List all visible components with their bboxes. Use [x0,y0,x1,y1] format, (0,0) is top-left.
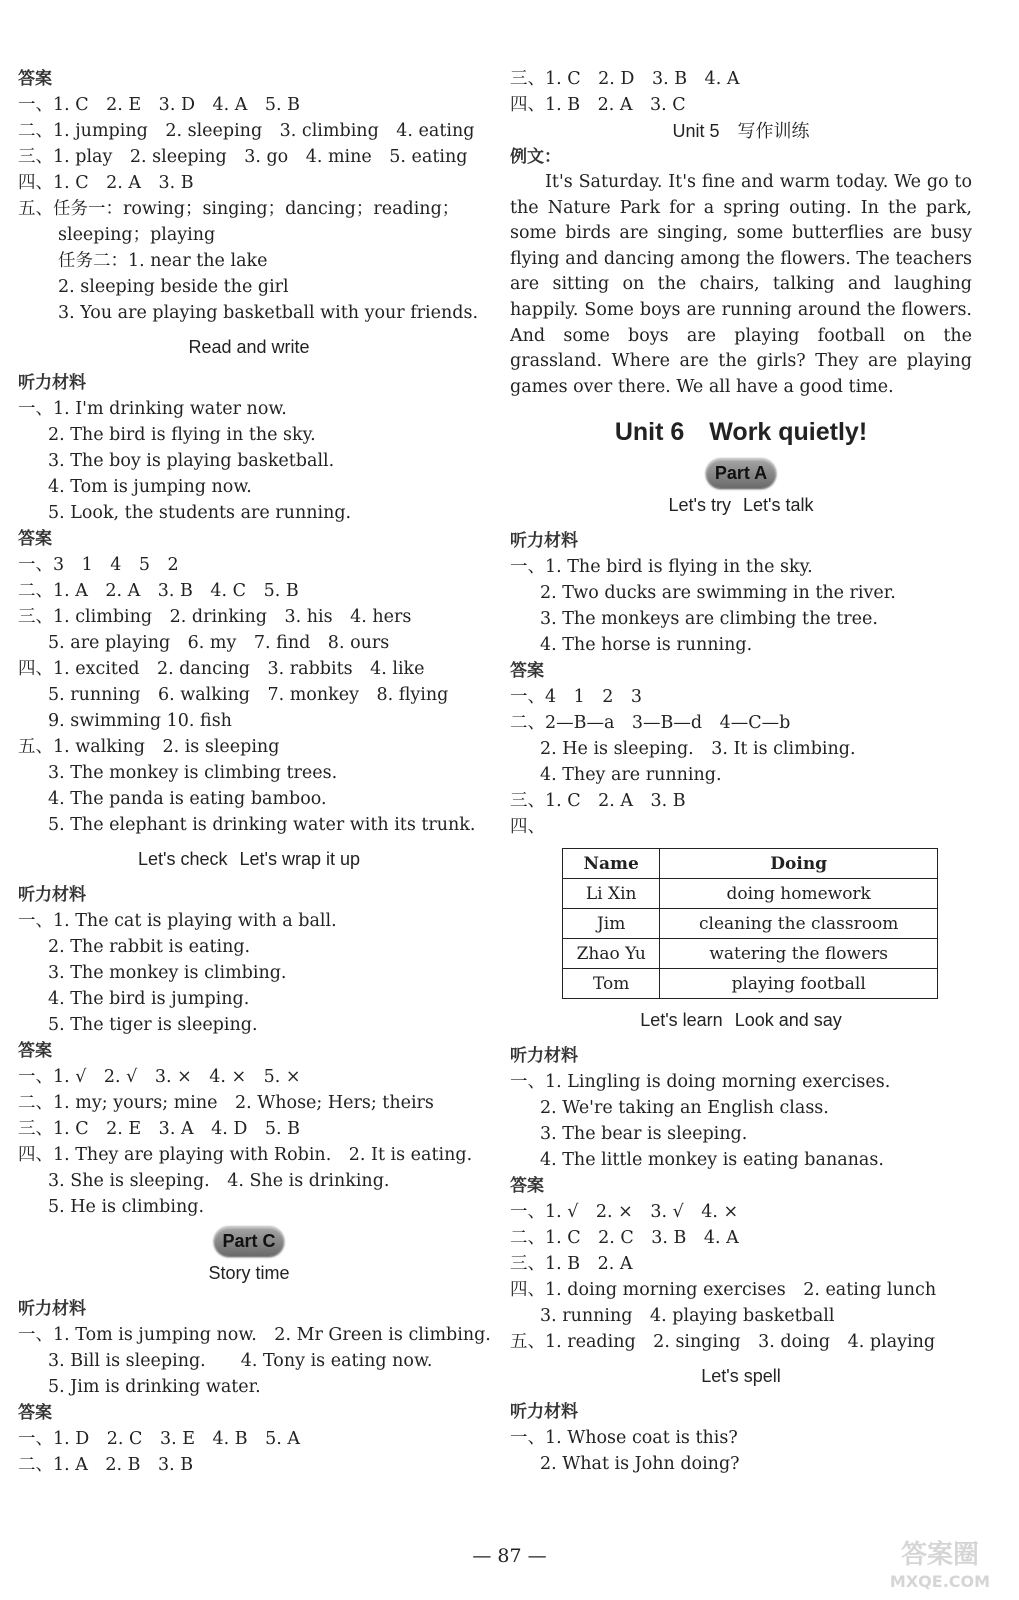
part-a-badge: Part A [706,458,776,488]
answer-line: 一、4 1 2 3 [510,687,643,708]
section-heading [18,846,480,872]
answer-line: 三、1. play 2. sleeping 3. go 4. mine 5. eating [18,147,468,167]
activity-table [562,848,938,999]
listening-line: 一、1. The cat is playing with a ball. [18,911,337,931]
answer-line: 四、1. C 2. A 3. B [18,173,194,193]
table-cell: playing football [660,969,938,999]
heading-part: Let's talk [742,495,814,516]
example-essay: It's Saturday. It's fine and warm today. We go to the Nature Park for a spring outing. In the park, some birds are singing, some butterflies are busy flying and dancing among the flowers. The teachers are sitting on the chairs, talking and laughing happily. Some boys are running around the flowers. And some boys are playing football on the grassland. Where are the girls? They are playing games over there. We all have a good time. [510,172,972,397]
listening-line: 3. Bill is sleeping. 4. Tony is eating now. [48,1351,433,1371]
answer-line: 5. are playing 6. my 7. find 8. ours [48,633,390,653]
answer-line: 二、1. C 2. C 3. B 4. A [510,1228,739,1249]
listening-line: 2. The bird is flying in the sky. [48,425,316,445]
answer-line: 5. The elephant is drinking water with its trunk. [48,815,476,835]
answer-line: 三、1. B 2. A [510,1254,633,1275]
answer-line: 五、1. walking 2. is sleeping [18,737,280,757]
answer-line: 三、1. C 2. D 3. B 4. A [510,69,740,89]
table-row [563,879,938,909]
table-cell: doing homework [660,879,938,909]
listening-line: 4. The little monkey is eating bananas. [540,1150,884,1171]
section-label: 答案 [510,1176,544,1196]
section-heading [510,1007,972,1033]
listening-line: 一、1. Whose coat is this? [510,1428,738,1449]
answer-line: 四、1. excited 2. dancing 3. rabbits 4. like [18,659,425,679]
listening-line: 一、1. The bird is flying in the sky. [510,557,813,578]
listening-line: 2. We're taking an English class. [540,1098,829,1119]
answer-line: 3. She is sleeping. 4. She is drinking. [48,1171,390,1191]
listening-line: 4. Tom is jumping now. [48,477,252,497]
section-label: 答案 [18,529,52,548]
answer-line: 一、1. √ 2. × 3. √ 4. × [510,1202,739,1223]
table-row [563,909,938,939]
unit6-title: Unit 6 Work quietly! [614,418,868,447]
right-column [510,66,972,1477]
table-row [563,969,938,999]
answer-line: 一、1. √ 2. √ 3. × 4. × 5. × [18,1067,301,1087]
listening-line: 5. The tiger is sleeping. [48,1015,258,1035]
listening-line: 3. The monkey is climbing. [48,963,287,983]
listening-line: 4. The bird is jumping. [48,989,250,1009]
svg-text:答案圈: 答案圈 [900,1540,980,1570]
table-cell: Li Xin [563,879,660,909]
section-label: 听力材料 [18,1299,86,1318]
table-row [563,939,938,969]
heading-part: Let's wrap it up [239,849,360,869]
answer-line: 五、任务一：rowing；singing；dancing；reading； [18,199,460,219]
answer-line: 四、1. They are playing with Robin. 2. It is eating. [18,1145,473,1165]
answer-line: 3. You are playing basketball with your friends. [58,303,479,323]
table-header-row [563,849,938,879]
section-label: 听力材料 [18,373,86,392]
heading-part: Let's check [138,849,228,869]
listening-line: 5. Jim is drinking water. [48,1377,261,1397]
answer-line: 5. running 6. walking 7. monkey 8. flying [48,685,449,705]
answer-line: 四、1. B 2. A 3. C [510,95,686,115]
answer-line: 一、1. D 2. C 3. E 4. B 5. A [18,1429,300,1449]
answer-line: 2. sleeping beside the girl [58,277,289,297]
answer-line: 二、1. jumping 2. sleeping 3. climbing 4. eating [18,121,475,141]
listening-line: 2. Two ducks are swimming in the river. [540,583,896,604]
answer-line: 三、1. climbing 2. drinking 3. his 4. hers [18,607,412,627]
heading-part: Let's learn [640,1010,723,1031]
answer-line: 四、1. doing morning exercises 2. eating lunch [510,1280,937,1301]
svg-text:MXQE.COM: MXQE.COM [889,1572,991,1591]
answer-line: 四、 [510,817,545,838]
answer-line: 一、1. C 2. E 3. D 4. A 5. B [18,95,300,115]
section-label: 答案 [510,661,544,681]
section-heading: Read and write [188,337,310,357]
answer-line: 二、1. my; yours; mine 2. Whose; Hers; theirs [18,1093,434,1113]
answer-line: 二、2—B—a 3—B—d 4—C—b [510,713,791,734]
table-cell: Tom [563,969,660,999]
listening-line: 5. Look, the students are running. [48,503,352,523]
table-cell: Jim [563,909,660,939]
section-label: 听力材料 [510,1046,578,1066]
table-cell: Zhao Yu [563,939,660,969]
section-label: 听力材料 [510,1402,578,1422]
unit5-heading: Unit 5 写作训练 [672,121,810,141]
answer-line: 任务二：1. near the lake [58,251,268,271]
answer-line: 5. He is climbing. [48,1197,205,1217]
part-c-badge: Part C [214,1226,284,1256]
answer-line: 一、3 1 4 5 2 [18,555,179,575]
answer-line: sleeping；playing [58,225,216,245]
listening-line: 一、1. Lingling is doing morning exercises. [510,1072,891,1093]
listening-line: 2. What is John doing? [540,1454,740,1475]
answer-line: 3. The monkey is climbing trees. [48,763,338,783]
listening-line: 3. The boy is playing basketball. [48,451,335,471]
heading-part: Look and say [734,1010,842,1031]
listening-line: 一、1. Tom is jumping now. 2. Mr Green is climbing. [18,1325,491,1345]
answer-line: 3. running 4. playing basketball [540,1306,835,1327]
watermark-logo [870,1535,1010,1595]
table-cell: cleaning the classroom [660,909,938,939]
answer-line: 五、1. reading 2. singing 3. doing 4. playing [510,1332,936,1353]
answer-line: 2. He is sleeping. 3. It is climbing. [540,739,856,760]
answer-line: 二、1. A 2. B 3. B [18,1455,194,1475]
section-heading [510,492,972,518]
section-label: 答案 [18,1041,52,1060]
table-header: Doing [660,849,938,879]
answer-line: 二、1. A 2. A 3. B 4. C 5. B [18,581,299,601]
answer-line: 三、1. C 2. E 3. A 4. D 5. B [18,1119,300,1139]
listening-line: 3. The monkeys are climbing the tree. [540,609,878,630]
listening-line: 4. The horse is running. [540,635,753,656]
heading-part: Let's try [668,495,731,516]
answer-line: 9. swimming 10. fish [48,711,232,731]
section-heading: Let's spell [701,1366,781,1387]
left-column [18,66,491,1478]
example-label: 例文： [510,147,561,166]
section-label: 答案 [18,69,52,88]
listening-line: 2. The rabbit is eating. [48,937,251,957]
answer-line: 三、1. C 2. A 3. B [510,791,686,812]
table-header: Name [563,849,660,879]
answer-line: 4. The panda is eating bamboo. [48,789,327,809]
table-cell: watering the flowers [660,939,938,969]
answer-line: 4. They are running. [540,765,722,786]
section-label: 听力材料 [510,531,578,551]
section-heading: Story time [208,1263,290,1283]
listening-line: 3. The bear is sleeping. [540,1124,748,1145]
section-label: 听力材料 [18,885,86,904]
page-number: — 87 — [472,1545,547,1567]
listening-line: 一、1. I'm drinking water now. [18,399,287,419]
section-label: 答案 [18,1403,52,1422]
